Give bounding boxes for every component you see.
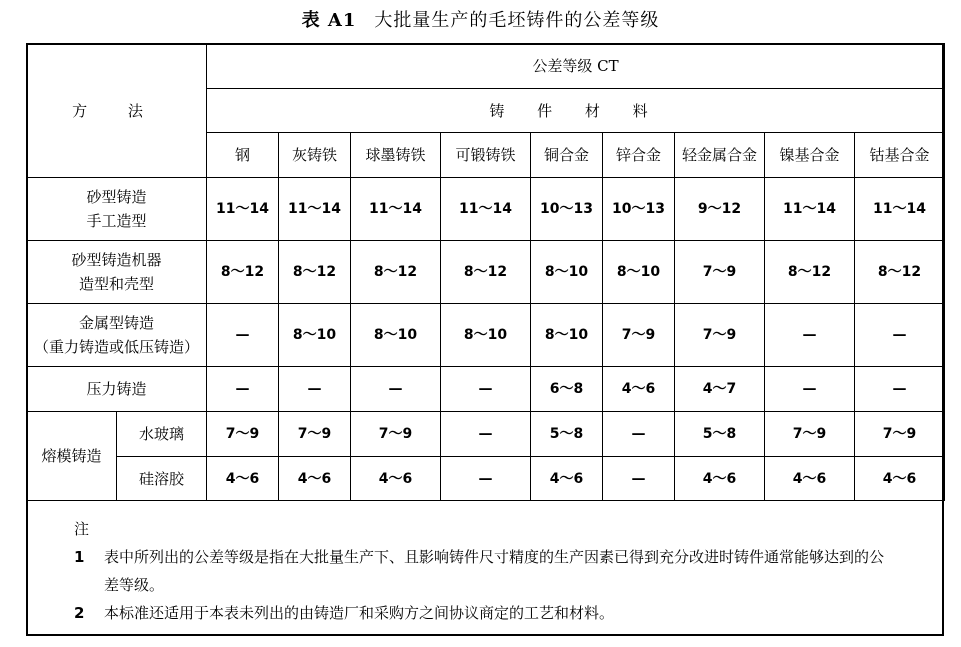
value-cell: — <box>441 367 531 412</box>
value-cell: 4～6 <box>765 457 855 501</box>
value-cell: 7～9 <box>207 412 279 457</box>
value-cell: 7～9 <box>351 412 441 457</box>
value-cell: 8～10 <box>531 304 603 367</box>
value-cell: 8～12 <box>765 241 855 304</box>
value-cell: 7～9 <box>765 412 855 457</box>
material-col-header: 球墨铸铁 <box>351 133 441 178</box>
material-col-header: 铜合金 <box>531 133 603 178</box>
value-cell: 11～14 <box>765 178 855 241</box>
value-cell: 8～10 <box>441 304 531 367</box>
table-number: 表 A1 <box>301 10 357 31</box>
value-cell: 8～12 <box>351 241 441 304</box>
investment-casting-cell: 熔模铸造 <box>27 412 117 501</box>
method-cell: 金属型铸造 （重力铸造或低压铸造） <box>27 304 207 367</box>
value-cell: 4～6 <box>531 457 603 501</box>
value-cell: — <box>441 412 531 457</box>
sub-method-cell: 水玻璃 <box>117 412 207 457</box>
material-col-header: 钢 <box>207 133 279 178</box>
material-col-header: 镍基合金 <box>765 133 855 178</box>
material-col-header: 轻金属合金 <box>675 133 765 178</box>
sub-method-cell: 硅溶胶 <box>117 457 207 501</box>
value-cell: 8～10 <box>279 304 351 367</box>
value-cell: 4～6 <box>675 457 765 501</box>
value-cell: 8～10 <box>603 241 675 304</box>
table-title <box>0 6 961 32</box>
value-cell: — <box>765 304 855 367</box>
value-cell: 7～9 <box>279 412 351 457</box>
value-cell: 11～14 <box>279 178 351 241</box>
value-cell: 7～9 <box>675 241 765 304</box>
material-col-header: 可锻铸铁 <box>441 133 531 178</box>
method-cell: 压力铸造 <box>27 367 207 412</box>
value-cell: 5～8 <box>531 412 603 457</box>
value-cell: — <box>855 304 945 367</box>
value-cell: 8～12 <box>279 241 351 304</box>
value-cell: 11～14 <box>351 178 441 241</box>
value-cell: 5～8 <box>675 412 765 457</box>
outer-frame <box>26 43 944 636</box>
value-cell: 8～10 <box>531 241 603 304</box>
value-cell: 8～10 <box>351 304 441 367</box>
value-cell: — <box>279 367 351 412</box>
value-cell: 10～13 <box>531 178 603 241</box>
value-cell: 7～9 <box>855 412 945 457</box>
value-cell: — <box>351 367 441 412</box>
value-cell: 4～6 <box>603 367 675 412</box>
material-col-header: 钴基合金 <box>855 133 945 178</box>
value-cell: 4～6 <box>351 457 441 501</box>
value-cell: — <box>441 457 531 501</box>
value-cell: 11～14 <box>855 178 945 241</box>
tolerance-grade-header: 公差等级 CT <box>207 44 945 89</box>
table-caption: 大批量生产的毛坯铸件的公差等级 <box>374 10 660 31</box>
value-cell: 7～9 <box>603 304 675 367</box>
value-cell: 4～6 <box>855 457 945 501</box>
value-cell: — <box>207 367 279 412</box>
note-text: 表中所列出的公差等级是指在大批量生产下、且影响铸件尺寸精度的生产因素已得到充分改进时铸件通常能够达到的公差等级。 <box>104 548 885 594</box>
value-cell: 4～7 <box>675 367 765 412</box>
value-cell: 11～14 <box>207 178 279 241</box>
value-cell: 8～12 <box>207 241 279 304</box>
note-number: 1 <box>74 548 85 566</box>
value-cell: 8～12 <box>441 241 531 304</box>
notes-heading: 注 <box>74 520 90 538</box>
value-cell: 9～12 <box>675 178 765 241</box>
material-header: 铸 件 材 料 <box>207 89 945 133</box>
value-cell: 7～9 <box>675 304 765 367</box>
value-cell: 10～13 <box>603 178 675 241</box>
value-cell: — <box>855 367 945 412</box>
value-cell: — <box>603 412 675 457</box>
value-cell: 4～6 <box>279 457 351 501</box>
method-header: 方 法 <box>27 44 207 178</box>
value-cell: 6～8 <box>531 367 603 412</box>
value-cell: — <box>603 457 675 501</box>
method-cell: 砂型铸造机器 造型和壳型 <box>27 241 207 304</box>
value-cell: 8～12 <box>855 241 945 304</box>
value-cell: 4～6 <box>207 457 279 501</box>
note-text: 本标准还适用于本表未列出的由铸造厂和采购方之间协议商定的工艺和材料。 <box>104 604 615 622</box>
value-cell: — <box>207 304 279 367</box>
material-col-header: 灰铸铁 <box>279 133 351 178</box>
value-cell: 11～14 <box>441 178 531 241</box>
note-number: 2 <box>74 604 85 622</box>
material-col-header: 锌合金 <box>603 133 675 178</box>
method-cell: 砂型铸造 手工造型 <box>27 178 207 241</box>
value-cell: — <box>765 367 855 412</box>
